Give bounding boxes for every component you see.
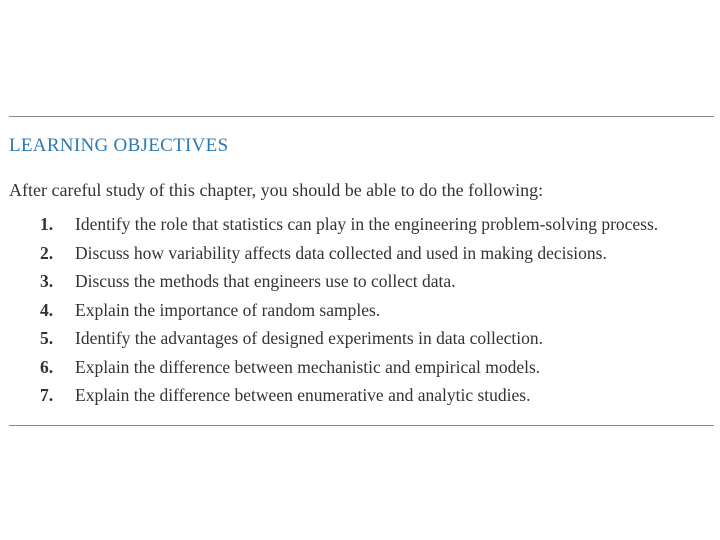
top-divider [9,116,714,117]
objective-item [40,385,658,414]
objectives-list [40,214,658,414]
objective-number: 3. [40,271,54,291]
objective-number: 2. [40,242,54,263]
objective-item [40,271,658,300]
objective-item [40,243,658,272]
objective-item [40,214,658,243]
objective-number: 4. [40,299,54,320]
objective-text: Discuss the methods that engineers use to collect data. [75,271,456,291]
objective-number: 6. [40,356,54,377]
objective-number: 5. [40,328,54,348]
objective-item [40,300,658,329]
objective-text: Explain the importance of random samples. [75,299,381,320]
intro-text: After careful study of this chapter, you should be able to do the following: [9,180,544,200]
objective-number: 7. [40,385,54,405]
objective-text: Explain the difference between mechanistic and empirical models. [75,356,541,377]
objective-text: Identify the role that statistics can play in the engineering problem-solving process. [75,214,659,234]
objective-item [40,357,658,386]
objective-text: Identify the advantages of designed experiments in data collection. [75,328,543,348]
objective-item [40,328,658,357]
section-heading: LEARNING OBJECTIVES [9,135,229,156]
objective-text: Explain the difference between enumerative and analytic studies. [75,385,531,405]
objective-number: 1. [40,214,54,234]
bottom-divider [9,425,714,426]
objective-text: Discuss how variability affects data collected and used in making decisions. [75,242,607,263]
